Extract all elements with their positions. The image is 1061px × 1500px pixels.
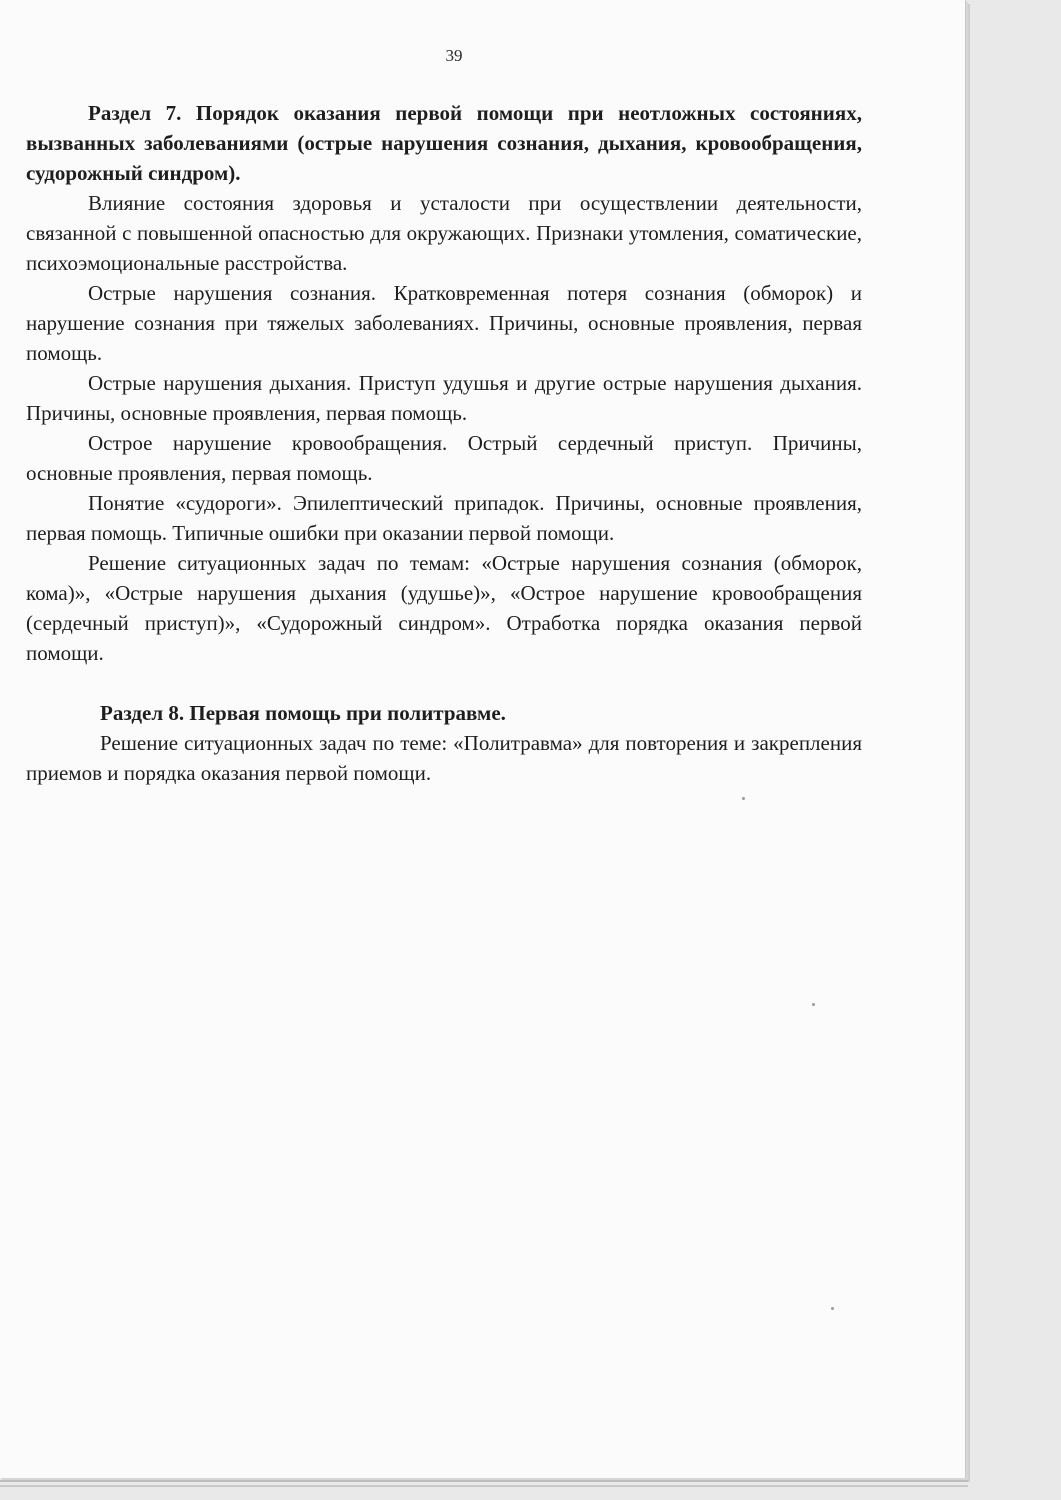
section-8-heading: Раздел 8. Первая помощь при политравме. [100,701,506,725]
section-8-paragraph: Решение ситуационных задач по теме: «Политравма» для повторения и закрепления приемов и порядка оказания первой помощи. [26,731,862,785]
section-7-paragraph-circulation: Острое нарушение кровообращения. Острый сердечный приступ. Причины, основные проявления, первая помощь. [26,431,862,485]
section-7-paragraph-seizures: Понятие «судороги». Эпилептический припадок. Причины, основные проявления, первая помощь. Типичные ошибки при оказании первой помощи. [26,491,862,545]
page-edge-line [0,1480,968,1482]
scan-speck [742,797,745,800]
page-number: 39 [445,46,463,65]
section-gap [26,668,862,698]
section-7-heading: Раздел 7. Порядок оказания первой помощи при неотложных состояниях, вызванных заболеваниями (острые нарушения сознания, дыхания, кровообращения, судорожный синдром). [26,101,862,185]
page-edge-line [0,1485,968,1487]
section-7-paragraph-consciousness: Острые нарушения сознания. Кратковременная потеря сознания (обморок) и нарушение сознания при тяжелых заболеваниях. Причины, основные проявления, первая помощь. [26,281,862,365]
section-7-paragraph-health-fatigue: Влияние состояния здоровья и усталости при осуществлении деятельности, связанной с повышенной опасностью для окружающих. Признаки утомления, соматические, психоэмоциональные расстройства. [26,191,862,275]
scan-speck [831,1307,834,1310]
scan-speck [812,1003,815,1006]
section-7-paragraph-situational-tasks: Решение ситуационных задач по темам: «Острые нарушения сознания (обморок, кома)», «Острые нарушения дыхания (удушье)», «Острое нарушение кровообращения (сердечный приступ)», «Судорожный синдром». Отработка порядка оказания первой помощи. [26,551,862,665]
section-7-paragraph-breathing: Острые нарушения дыхания. Приступ удушья и другие острые нарушения дыхания. Причины, основные проявления, первая помощь. [26,371,862,425]
page-content [26,46,862,788]
